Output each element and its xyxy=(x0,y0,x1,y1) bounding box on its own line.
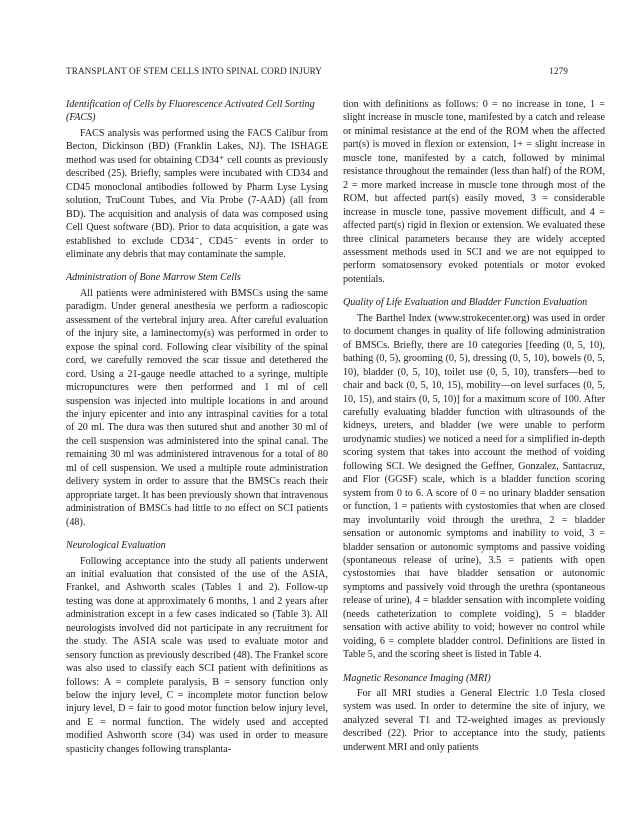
section-heading-facs: Identification of Cells by Fluorescence Activated Cell Sorting (FACS) xyxy=(66,99,315,124)
paragraph-neurological: Following acceptance into the study all patients underwent an initial evaluation that consisted of the use of the ASIA, Frankel, and Ashworth scales (Tables 1 and 2). Follow-up testing was done at approximately 6 months, 1 and 2 years after administration except in a few cases indicated so (Table 3). All neurologists involved did not participate in any recruitment for the study. The ASIA scale was used to evaluate motor and sensory function as previously described (48). The Frankel score was also used to classify each SCI patient with definitions as follows: A = complete paralysis, B = sensory function only below the injury level, C = incomplete motor function below injury level, D = fair to good motor function below injury level, and E = normal function. The widely used and accepted modified Ashworth score (34) was used in order to measure spasticity changes following transplanta- xyxy=(66,555,328,755)
running-head: TRANSPLANT OF STEM CELLS INTO SPINAL CORD INJURY xyxy=(66,66,323,76)
left-column xyxy=(66,98,328,756)
right-column xyxy=(343,98,605,754)
paragraph-mri: For all MRI studies a General Electric 1.0 Tesla closed system was used. In order to determine the site of injury, we analyzed several T1 and T2-weighted images as previously described (22). Prior to acceptance into the study, patients underwent MRI and only patients xyxy=(343,688,605,753)
paragraph-facs: FACS analysis was performed using the FACS Calibur from Becton, Dickinson (BD) (Franklin Lakes, NJ). The ISHAGE method was used for obtaining CD34⁺ cell counts as previously described (25). Briefly, samples were incubated with CD34 and CD45 monoclonal antibodies followed by Pharm Lyse Lysing solution, TruCount Tubes, and Via Probe (7-AAD) (all from BD). The acquisition and analysis of data was composed using Cell Quest software (BD). Prior to data acquisition, a gate was established to exclude CD34⁻, CD45⁻ events in order to eliminate any debris that may contaminate the sample. xyxy=(66,127,328,260)
paragraph-administration: All patients were administered with BMSCs using the same paradigm. Under general anesthesia we perform a radioscopic assessment of the vertebral injury area. After careful evaluation of the injury site, a laminectomy(s) was performed in order to expose the spinal cord. Following clear visibility of the spinal cord, we carefully removed the scar tissue and detethered the cord. Using a 21-gauge needle attached to a syringe, multiple micropunctures were then performed and 1 ml of cell suspension was injected into multiple locations in and around the injury epicenter and into any intraspinal cavities for a total of 20 ml. The dura was then sutured shut and another 30 ml of the cell suspension was administered into the spinal canal. The remaining 30 ml was administered intravenous for a total of 80 ml of cell suspension. We used a multiple route administration delivery system in order to assure that the BMSCs reach their appropriate target. It has been previously shown that intravenous administration of BMSCs had little to no effect on SCI patients (48). xyxy=(66,287,328,528)
page-number: 1279 xyxy=(549,66,568,76)
paragraph-quality-of-life: The Barthel Index (www.strokecenter.org) was used in order to document changes in quality of life following administration of BMSCs. Briefly, there are 10 categories [feeding (0, 5, 10), bathing (0, 5), grooming (0, 5), dressing (0, 5, 10), bowels (0, 5, 10), bladder (0, 5, 10), toilet use (0, 5, 10), transfers—bed to chair and back (0, 5, 10, 15), mobility—on level surfaces (0, 5, 10, 15), and stairs (0, 5, 10)] for a maximum score of 100. After carefully evaluating bladder function with ultrasounds of the kidneys, ureters, and bladder (we were unable to perform urodynamic studies) we noticed a need for a simplified in-depth scoring system that takes into account the method of voiding following SCI. We designed the Geffner, Gonzalez, Santacruz, and Flor (GGSF) scale, which is a bladder function scoring system from 0 to 6. A score of 0 = no urinary bladder sensation or function, 1 = patients with cystostomies that when are closed may involuntarily void through the urethra, 2 = bladder sensation or autonomic symptoms and inability to void, 3 = bladder sensation or autonomic symptoms and passive voiding (spontaneous release of urine), 3.5 = patients with open cystostomies that have bladder sensation or autonomic symptoms and passively void through the urethra (spontaneous release of urine), 4 = bladder sensation with incomplete voiding (needs catheterization to complete voiding), 5 = bladder sensation with active ability to void; however no control while voiding, 6 = complete bladder control. Definitions are listed in Table 5, and the scoring sheet is listed in Table 4. xyxy=(343,312,605,661)
section-heading-quality-of-life: Quality of Life Evaluation and Bladder Function Evaluation xyxy=(343,297,588,309)
section-heading-neurological: Neurological Evaluation xyxy=(66,540,166,552)
section-heading-mri: Magnetic Resonance Imaging (MRI) xyxy=(343,672,491,684)
section-heading-administration: Administration of Bone Marrow Stem Cells xyxy=(66,272,241,284)
paragraph-ashworth-continued: tion with definitions as follows: 0 = no increase in tone, 1 = slight increase in muscle tone, manifested by a catch and release or minimal resistance at the end of the ROM when the affected part(s) is moved in flexion or extension, 1+ = slight increase in muscle tone, manifested by a catch, followed by minimal resistance throughout the remainder (less than half) of the ROM, 2 = more marked increase in muscle tone through most of the ROM, but affected part(s) easily moved, 3 = considerable increase in muscle tone, passive movement difficult, and 4 = affected part(s) rigid in flexion or extension. We evaluated these three clinical parameters because they are widely accepted assessment methods used in SCI and we are not equipped to perform somatosensory evoked potentials or motor evoked potentials. xyxy=(343,99,605,285)
